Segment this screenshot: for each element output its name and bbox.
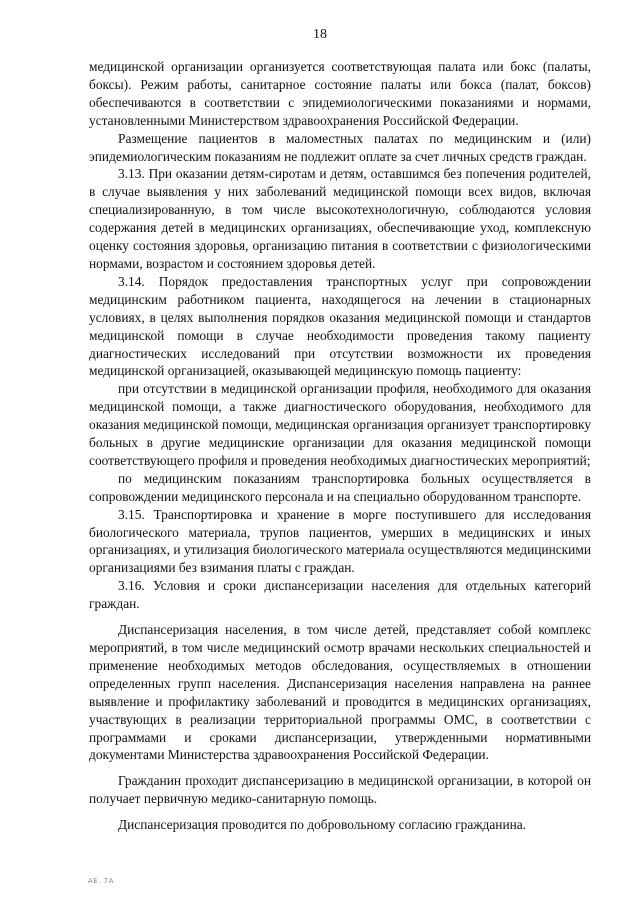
document-body <box>89 58 591 834</box>
paragraph-dispensary-consent: Диспансеризация проводится по добровольному согласию гражданина. <box>118 817 527 833</box>
paragraph-3-16: 3.16. Условия и сроки диспансеризации населения для отдельных категорий граждан. <box>89 578 591 612</box>
paragraph-3-14-item-1: при отсутствии в медицинской организации профиля, необходимого для оказания медицинской помощи, а также диагностического оборудования, необходимого для оказания медицинской помощи, медицинская организация организует транспортировку больных в другие медицинские организации для оказания медицинской помощи соответствующего профиля и проведения необходимых диагностических мероприятий; <box>89 381 591 468</box>
paragraph-3-14: 3.14. Порядок предоставления транспортных услуг при сопровождении медицинским работником пациента, находящегося на лечении в стационарных условиях, в целях выполнения порядков оказания медицинской помощи и стандартов медицинской помощи в случае необходимости проведения такому пациенту диагностических исследований при отсутствии возможности их проведения медицинской организацией, оказывающей медицинскую помощь пациенту: <box>89 273 591 379</box>
paragraph-dispensary-definition: Диспансеризация населения, в том числе детей, представляет собой комплекс мероприятий, в том числе медицинский осмотр врачами нескольких специальностей и применение необходимых методов обследования, осуществляемых в отношении определенных групп населения. Диспансеризация населения направлена на раннее выявление и профилактику заболеваний и проводится в медицинских организациях, участвующих в реализации территориальной программы ОМС, в соответствии с программами и сроками диспансеризации, утвержденными нормативными документами Министерства здравоохранения Российской Федерации. <box>89 622 591 763</box>
footer-mark: AE. 7A <box>88 877 114 885</box>
paragraph-3-14-item-2: по медицинским показаниям транспортировка больных осуществляется в сопровождении медицинского персонала и на специально оборудованном транспорте. <box>89 470 591 504</box>
paragraph-3-15: 3.15. Транспортировка и хранение в морге поступившего для исследования биологического материала, трупов пациентов, умерших в медицинских и иных организациях, и утилизация биологического материала осуществляются медицинскими организациями без взимания платы с граждан. <box>89 506 591 576</box>
paragraph-small-wards: Размещение пациентов в маломестных палатах по медицинским и (или) эпидемиологическим показаниям не подлежит оплате за счет личных средств граждан. <box>89 130 591 164</box>
paragraph-dispensary-place: Гражданин проходит диспансеризацию в медицинской организации, в которой он получает первичную медико-санитарную помощь. <box>89 773 591 807</box>
page-number: 18 <box>313 27 327 42</box>
paragraph-3-13: 3.13. При оказании детям-сиротам и детям, оставшимся без попечения родителей, в случае выявления у них заболеваний медицинской помощи всех видов, включая специализированную, в том числе высокотехнологичную, соблюдаются условия содержания детей в медицинских организациях, обеспечивающие уход, комплексную оценку состояния здоровья, организацию питания в соответствии с физиологическими нормами, возрастом и состоянием здоровья детей. <box>89 166 591 271</box>
paragraph-ward-regime: медицинской организации организуется соответствующая палата или бокс (палаты, боксы). Режим работы, санитарное состояние палаты или бокса (палат, боксов) обеспечиваются в соответствии с эпидемиологическими показаниями и нормами, установленными Министерством здравоохранения Российской Федерации. <box>89 59 591 128</box>
